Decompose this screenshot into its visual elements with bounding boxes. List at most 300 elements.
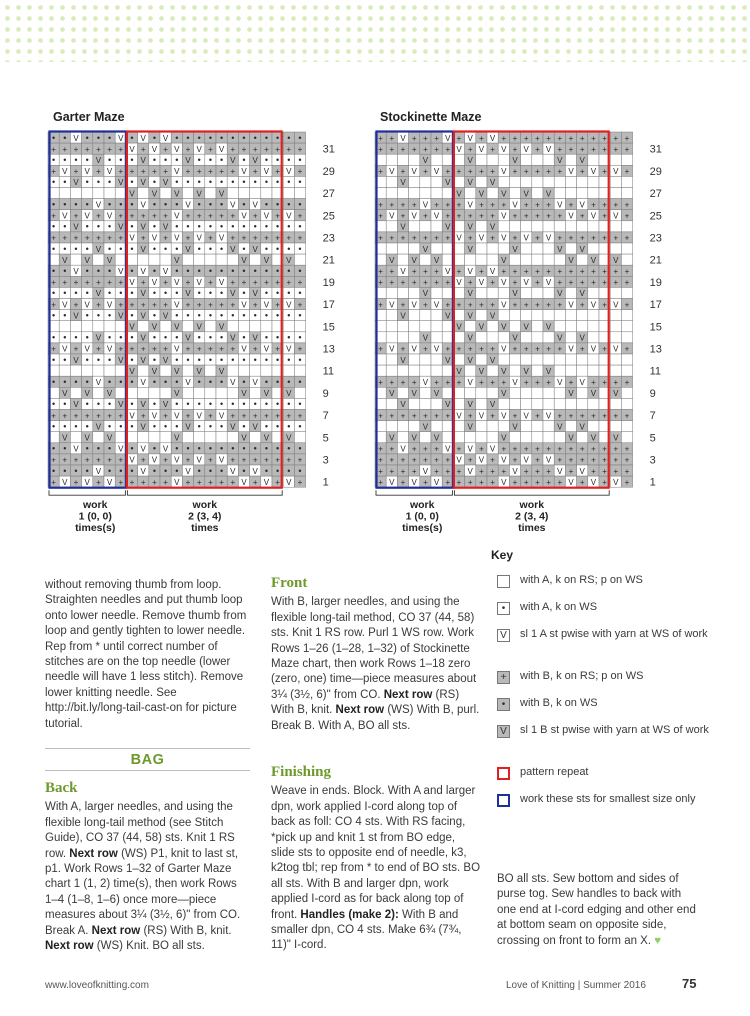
row-number-label: 13 — [322, 343, 335, 356]
chart-symbol: + — [297, 477, 303, 487]
chart-symbol: + — [546, 200, 551, 210]
chart-symbol: V — [501, 233, 507, 243]
chart-symbol: V — [241, 344, 247, 354]
chart-cell — [621, 354, 632, 365]
chart-symbol: • — [85, 332, 89, 343]
chart-symbol: + — [591, 455, 596, 465]
chart-symbol: V — [467, 200, 473, 210]
chart-symbol: • — [152, 310, 156, 321]
chart-symbol: V — [512, 466, 518, 476]
chart-cell — [498, 176, 509, 187]
chart-cell — [227, 432, 238, 443]
chart-symbol: + — [602, 233, 607, 243]
chart-symbol: • — [63, 421, 67, 432]
chart-symbol: + — [286, 278, 292, 288]
chart-cell — [238, 321, 249, 332]
chart-cell — [182, 188, 193, 199]
chart-symbol: • — [197, 132, 201, 143]
chart-symbol: • — [287, 265, 291, 276]
chart-symbol: + — [479, 266, 484, 276]
chart-symbol: • — [85, 376, 89, 387]
chart-symbol: • — [264, 376, 268, 387]
chart-cell — [420, 387, 431, 398]
chart-cell — [409, 243, 420, 254]
chart-symbol: • — [197, 265, 201, 276]
chart-cell — [283, 365, 294, 376]
chart-symbol: + — [230, 233, 236, 243]
work-bracket-right — [454, 490, 609, 495]
chart-cell — [577, 310, 588, 321]
chart-symbol: • — [63, 288, 67, 299]
chart-symbol: V — [230, 155, 236, 165]
chart-symbol: V — [106, 344, 113, 354]
chart-symbol: + — [602, 466, 607, 476]
chart-cell — [431, 188, 442, 199]
chart-cell — [521, 387, 532, 398]
chart-cell — [509, 310, 520, 321]
chart-cell — [261, 188, 272, 199]
chart-symbol: • — [85, 243, 89, 254]
chart-symbol: • — [85, 154, 89, 165]
chart-cell — [431, 243, 442, 254]
chart-cell — [588, 310, 599, 321]
chart-cell — [498, 398, 509, 409]
chart-symbol: + — [400, 200, 406, 210]
chart-symbol: V — [411, 433, 417, 443]
chart-cell — [431, 421, 442, 432]
chart-cell — [59, 188, 70, 199]
chart-symbol: + — [252, 167, 258, 177]
chart-symbol: V — [174, 167, 180, 177]
chart-cell — [465, 321, 476, 332]
chart-symbol: • — [242, 132, 246, 143]
chart-symbol: • — [253, 265, 257, 276]
chart-symbol: V — [501, 300, 507, 310]
chart-symbol: + — [445, 377, 451, 387]
chart-symbol: + — [140, 167, 146, 177]
chart-symbol: + — [62, 278, 68, 288]
chart-symbol: + — [230, 477, 236, 487]
row-number-label: 7 — [322, 410, 329, 423]
chart-symbol: + — [490, 233, 495, 243]
chart-cell — [442, 254, 453, 265]
chart-cell — [509, 254, 520, 265]
chart-symbol: • — [175, 243, 179, 254]
chart-cell — [498, 221, 509, 232]
chart-cell — [216, 254, 227, 265]
chart-symbol: • — [63, 465, 67, 476]
chart-symbol: V — [590, 167, 597, 177]
chart-symbol: • — [52, 399, 56, 410]
chart-symbol: + — [602, 200, 607, 210]
chart-symbol: + — [378, 455, 383, 465]
chart-symbol: • — [96, 132, 100, 143]
chart-symbol: V — [185, 289, 191, 299]
chart-symbol: + — [411, 377, 417, 387]
chart-symbol: V — [230, 466, 236, 476]
chart-symbol: + — [230, 211, 236, 221]
chart-symbol: + — [252, 477, 258, 487]
chart-symbol: + — [411, 411, 417, 421]
back-section — [45, 781, 252, 954]
chart-symbol: V — [174, 322, 180, 332]
chart-symbol: + — [73, 477, 79, 487]
chart-symbol: • — [287, 288, 291, 299]
chart-symbol: • — [175, 399, 179, 410]
chart-cell — [138, 432, 149, 443]
chart-symbol: • — [298, 310, 302, 321]
chart-symbol: • — [130, 177, 134, 188]
chart-symbol: + — [140, 233, 146, 243]
chart-symbol: + — [230, 411, 236, 421]
chart-symbol: • — [85, 199, 89, 210]
chart-symbol: V — [389, 433, 395, 443]
chart-symbol: + — [602, 211, 607, 221]
chart-symbol: • — [164, 199, 168, 210]
chart-symbol: + — [378, 200, 383, 210]
chart-symbol: V — [174, 144, 180, 154]
chart-cell — [588, 332, 599, 343]
chart-symbol: V — [218, 144, 225, 154]
chart-symbol: + — [163, 167, 168, 177]
chart-symbol: + — [434, 266, 439, 276]
chart-symbol: + — [51, 411, 56, 421]
chart-symbol: V — [489, 266, 496, 276]
chart-symbol: + — [557, 167, 563, 177]
chart-symbol: • — [220, 177, 224, 188]
chart-symbol: + — [73, 455, 79, 465]
chart-symbol: + — [557, 144, 563, 154]
chart-symbol: • — [152, 288, 156, 299]
back-heading: Back — [45, 780, 78, 796]
chart-symbol: • — [152, 243, 156, 254]
chart-cell — [577, 188, 588, 199]
chart-symbol: • — [220, 132, 224, 143]
chart-symbol: + — [434, 455, 439, 465]
chart-symbol: V — [286, 211, 292, 221]
chart-symbol: + — [96, 211, 101, 221]
chart-cell — [261, 321, 272, 332]
chart-symbol: V — [129, 366, 135, 376]
chart-symbol: + — [624, 266, 630, 276]
chart-symbol: + — [297, 167, 303, 177]
chart-symbol: + — [613, 200, 619, 210]
chart-symbol: V — [501, 322, 507, 332]
chart-symbol: + — [140, 144, 146, 154]
chart-symbol: + — [512, 477, 518, 487]
chart-cell — [621, 432, 632, 443]
chart-symbol: + — [467, 344, 473, 354]
chart-symbol: + — [512, 455, 518, 465]
chart-cell — [565, 310, 576, 321]
chart-symbol: + — [230, 278, 236, 288]
row-number-label: 21 — [649, 254, 662, 267]
chart-symbol: + — [389, 133, 395, 143]
chart-symbol: V — [568, 211, 574, 221]
chart-cell — [532, 287, 543, 298]
chart-symbol: + — [286, 455, 292, 465]
chart-cell — [194, 254, 205, 265]
chart-symbol: V — [263, 167, 270, 177]
chart-symbol: • — [197, 310, 201, 321]
chart-symbol: + — [445, 233, 451, 243]
chart-symbol: • — [276, 199, 280, 210]
chart-cell — [465, 254, 476, 265]
chart-symbol: V — [174, 411, 180, 421]
chart-symbol: • — [85, 310, 89, 321]
chart-symbol: V — [73, 444, 79, 454]
chart-symbol: • — [220, 376, 224, 387]
chart-symbol: V — [389, 167, 395, 177]
chart-symbol: V — [84, 433, 90, 443]
chart-symbol: • — [152, 132, 156, 143]
chart-symbol: • — [220, 154, 224, 165]
chart-symbol: • — [63, 354, 67, 365]
chart-symbol: • — [108, 421, 112, 432]
chart-symbol: + — [73, 278, 79, 288]
chart-symbol: + — [624, 455, 630, 465]
chart-symbol: • — [231, 177, 235, 188]
chart-symbol: V — [613, 433, 619, 443]
chart-symbol: + — [264, 144, 269, 154]
chart-cell — [160, 432, 171, 443]
chart-symbol: V — [106, 433, 113, 443]
chart-symbol: V — [84, 300, 90, 310]
chart-symbol: • — [164, 332, 168, 343]
footer-url[interactable]: www.loveofknitting.com — [45, 980, 149, 991]
chart-symbol: • — [264, 177, 268, 188]
chart-cell — [59, 321, 70, 332]
chart-symbol: + — [51, 455, 56, 465]
chart-symbol: V — [433, 344, 440, 354]
chart-symbol: + — [264, 411, 269, 421]
chart-symbol: • — [276, 132, 280, 143]
chart-symbol: + — [557, 344, 563, 354]
chart-symbol: • — [130, 376, 134, 387]
chart-symbol: V — [501, 366, 507, 376]
chart-symbol: + — [579, 344, 585, 354]
chart-cell — [453, 432, 464, 443]
chart-symbol: + — [389, 233, 395, 243]
chart-symbol: + — [591, 377, 596, 387]
chart-symbol: + — [501, 466, 507, 476]
chart-symbol: + — [378, 344, 383, 354]
chart-cell — [543, 254, 554, 265]
chart-cell — [294, 254, 305, 265]
chart-cell — [521, 221, 532, 232]
chart-cell — [250, 432, 261, 443]
chart-symbol: • — [152, 154, 156, 165]
garter-maze-title: Garter Maze — [53, 110, 125, 124]
chart-symbol: V — [263, 255, 270, 265]
chart-symbol: V — [140, 178, 146, 188]
chart-cell — [182, 254, 193, 265]
chart-cell — [577, 221, 588, 232]
chart-cell — [283, 321, 294, 332]
chart-symbol: • — [186, 443, 190, 454]
chart-symbol: • — [85, 421, 89, 432]
chart-cell — [205, 321, 216, 332]
chart-symbol: + — [591, 266, 596, 276]
chart-cell — [487, 365, 498, 376]
chart-cell — [543, 387, 554, 398]
chart-symbol: + — [118, 211, 124, 221]
chart-cell — [70, 432, 81, 443]
key-label: with A, k on RS; p on WS — [520, 574, 643, 586]
chart-cell — [588, 398, 599, 409]
chart-cell — [397, 365, 408, 376]
chart-symbol: • — [208, 199, 212, 210]
chart-cell — [476, 221, 487, 232]
chart-symbol: + — [591, 411, 596, 421]
chart-symbol: + — [613, 233, 619, 243]
chart-symbol: V — [400, 400, 406, 410]
work-repeat-label: times — [191, 522, 219, 535]
chart-symbol: + — [185, 167, 191, 177]
chart-symbol: V — [590, 255, 597, 265]
chart-cell — [565, 188, 576, 199]
chart-cell — [386, 354, 397, 365]
chart-symbol: + — [118, 167, 124, 177]
chart-symbol: + — [185, 477, 191, 487]
chart-symbol: + — [286, 233, 292, 243]
chart-symbol: V — [62, 477, 68, 487]
chart-symbol: + — [163, 477, 168, 487]
chart-symbol: + — [602, 411, 607, 421]
chart-symbol: + — [490, 200, 495, 210]
chart-cell — [554, 398, 565, 409]
chart-symbol: V — [218, 233, 225, 243]
chart-symbol: • — [96, 399, 100, 410]
chart-symbol: + — [445, 200, 451, 210]
row-number-label: 31 — [322, 143, 335, 156]
chart-cell — [565, 321, 576, 332]
finishing-section — [271, 765, 481, 954]
chart-symbol: • — [242, 288, 246, 299]
chart-symbol: V — [400, 444, 406, 454]
chart-symbol: + — [613, 455, 619, 465]
row-number-label: 15 — [649, 321, 662, 334]
chart-symbol: + — [241, 278, 247, 288]
chart-symbol: + — [579, 411, 585, 421]
chart-symbol: V — [252, 289, 258, 299]
chart-symbol: V — [62, 344, 68, 354]
row-number-label: 23 — [649, 232, 662, 245]
chart-cell — [182, 321, 193, 332]
chart-symbol: • — [208, 154, 212, 165]
chart-cell — [409, 354, 420, 365]
chart-cell — [194, 432, 205, 443]
chart-symbol: V — [252, 244, 258, 254]
chart-symbol: • — [298, 376, 302, 387]
chart-symbol: + — [252, 300, 258, 310]
key-swatch — [497, 629, 510, 642]
chart-symbol: + — [208, 477, 213, 487]
chart-symbol: + — [140, 411, 146, 421]
chart-symbol: • — [164, 243, 168, 254]
chart-symbol: V — [411, 477, 417, 487]
chart-cell — [532, 398, 543, 409]
chart-symbol: + — [624, 144, 630, 154]
chart-symbol: • — [197, 376, 201, 387]
chart-symbol: + — [96, 300, 101, 310]
chart-symbol: + — [185, 300, 191, 310]
chart-symbol: • — [276, 332, 280, 343]
chart-symbol: + — [389, 411, 395, 421]
chart-symbol: • — [96, 443, 100, 454]
row-number-label: 25 — [649, 210, 662, 223]
chart-cell — [386, 188, 397, 199]
chart-symbol: V — [478, 233, 485, 243]
chart-symbol: V — [467, 266, 473, 276]
chart-symbol: + — [73, 144, 79, 154]
chart-symbol: + — [96, 455, 101, 465]
chart-symbol: V — [489, 178, 496, 188]
chart-symbol: + — [523, 133, 529, 143]
chart-symbol: + — [252, 233, 258, 243]
chart-symbol: + — [163, 455, 168, 465]
chart-symbol: + — [378, 266, 383, 276]
chart-symbol: • — [63, 443, 67, 454]
chart-symbol: + — [196, 300, 202, 310]
chart-symbol: + — [423, 344, 428, 354]
chart-cell — [115, 188, 126, 199]
chart-symbol: + — [445, 466, 451, 476]
chart-symbol: • — [287, 421, 291, 432]
chart-symbol: + — [456, 200, 462, 210]
chart-cell — [420, 432, 431, 443]
chart-symbol: V — [241, 255, 247, 265]
chart-symbol: • — [253, 354, 257, 365]
chart-symbol: V — [129, 189, 135, 199]
chart-symbol: V — [456, 322, 462, 332]
chart-symbol: + — [535, 466, 540, 476]
chart-symbol: • — [208, 465, 212, 476]
chart-symbol: V — [252, 377, 258, 387]
chart-symbol: V — [252, 333, 258, 343]
chart-symbol: + — [624, 233, 630, 243]
chart-symbol: V — [140, 400, 146, 410]
chart-symbol: V — [478, 411, 485, 421]
chart-cell — [431, 310, 442, 321]
key-item — [497, 574, 716, 588]
key-swatch — [497, 698, 510, 711]
chart-cell — [442, 365, 453, 376]
chart-symbol: • — [253, 399, 257, 410]
chart-symbol: V — [106, 167, 113, 177]
chart-symbol: + — [297, 300, 303, 310]
chart-symbol: • — [197, 177, 201, 188]
chart-cell — [93, 387, 104, 398]
chart-symbol: V — [95, 244, 102, 254]
chart-cell — [532, 421, 543, 432]
chart-symbol: V — [467, 333, 473, 343]
chart-symbol: V — [62, 300, 68, 310]
chart-cell — [532, 188, 543, 199]
row-number-label: 31 — [649, 143, 662, 156]
chart-symbol: V — [218, 189, 225, 199]
chart-cell — [565, 398, 576, 409]
chart-symbol: V — [174, 433, 180, 443]
chart-cell — [216, 387, 227, 398]
chart-symbol: • — [287, 465, 291, 476]
chart-symbol: V — [557, 155, 563, 165]
chart-symbol: V — [140, 377, 146, 387]
chart-symbol: • — [74, 332, 78, 343]
chart-symbol: V — [433, 255, 440, 265]
chart-symbol: V — [579, 377, 585, 387]
chart-symbol: • — [242, 376, 246, 387]
